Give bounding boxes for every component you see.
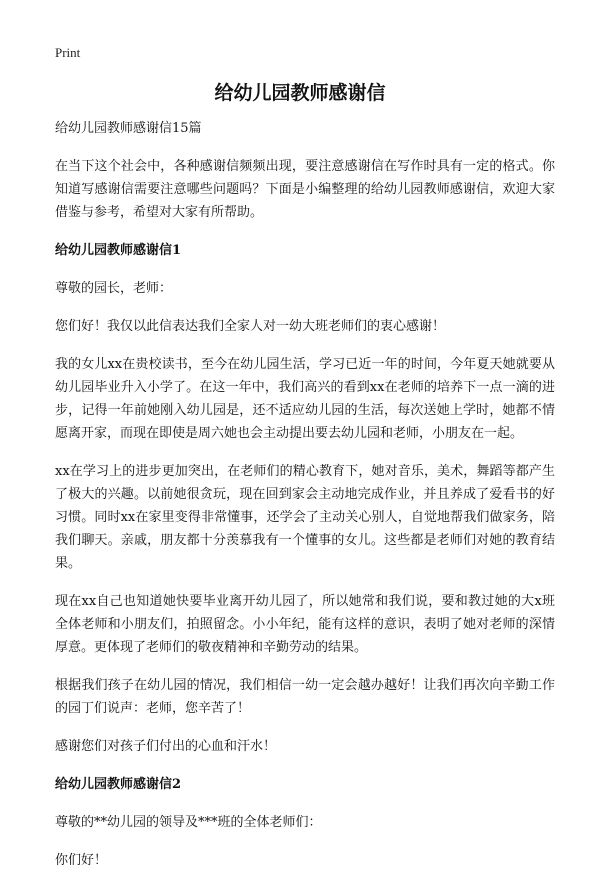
letter1-paragraph: 现在xx自己也知道她快要毕业离开幼儿园了，所以她常和我们说，要和教过她的大x班全体老师和小朋友们，拍照留念。小小年纪，能有这样的意识，表明了她对老师的深情厚意。更体现了老师们的敬夜精神和辛勤劳动的结果。	[55, 594, 555, 655]
letter2-greeting: 你们好！	[55, 853, 108, 868]
letter1-salutation: 尊敬的园长，老师：	[55, 281, 173, 296]
document-body	[55, 117, 555, 887]
print-label: Print	[55, 45, 81, 60]
letter1-paragraph: 根据我们孩子在幼儿园的情况，我们相信一幼一定会越办越好！让我们再次向辛勤工作的园丁们说声：老师，您辛苦了！	[55, 678, 555, 716]
letter1-paragraph: 我的女儿xx在贵校读书，至今在幼儿园生活，学习已近一年的时间，今年夏天她就要从幼儿园毕业升入小学了。在这一年中，我们高兴的看到xx在老师的培养下一点一滴的进步，记得一年前她刚入幼儿园是，还不适应幼儿园的生活，每次送她上学时，她都不情愿离开家，而现在即使是周六她也会主动提出要去幼儿园和老师，小朋友在一起。	[55, 357, 555, 441]
letter1-greeting: 您们好！我仅以此信表达我们全家人对一幼大班老师们的衷心感谢！	[55, 319, 446, 334]
letter2-heading: 给幼儿园教师感谢信2	[55, 777, 182, 792]
letter2-salutation: 尊敬的**幼儿园的领导及***班的全体老师们：	[55, 815, 322, 830]
intro-paragraph: 在当下这个社会中，各种感谢信频频出现，要注意感谢信在写作时具有一定的格式。你知道写感谢信需要注意哪些问题吗？下面是小编整理的给幼儿园教师感谢信，欢迎大家借鉴与参考，希望对大家有所帮助。	[55, 159, 555, 220]
document-title: 给幼儿园教师感谢信	[214, 82, 386, 104]
document-subtitle: 给幼儿园教师感谢信15篇	[55, 121, 202, 136]
letter1-closing: 感谢您们对孩子们付出的心血和汗水！	[55, 739, 277, 754]
letter1-paragraph: xx在学习上的进步更加突出，在老师们的精心教育下，她对音乐，美术，舞蹈等都产生了极大的兴趣。以前她很贪玩，现在回到家会主动地完成作业，并且养成了爱看书的好习惯。同时xx在家里变得非常懂事，还学会了主动关心别人，自觉地帮我们做家务，陪我们聊天。亲戚，朋友都十分羡慕我有一个懂事的女儿。这些都是老师们对她的教育结果。	[55, 464, 555, 571]
letter1-heading: 给幼儿园教师感谢信1	[55, 243, 182, 258]
